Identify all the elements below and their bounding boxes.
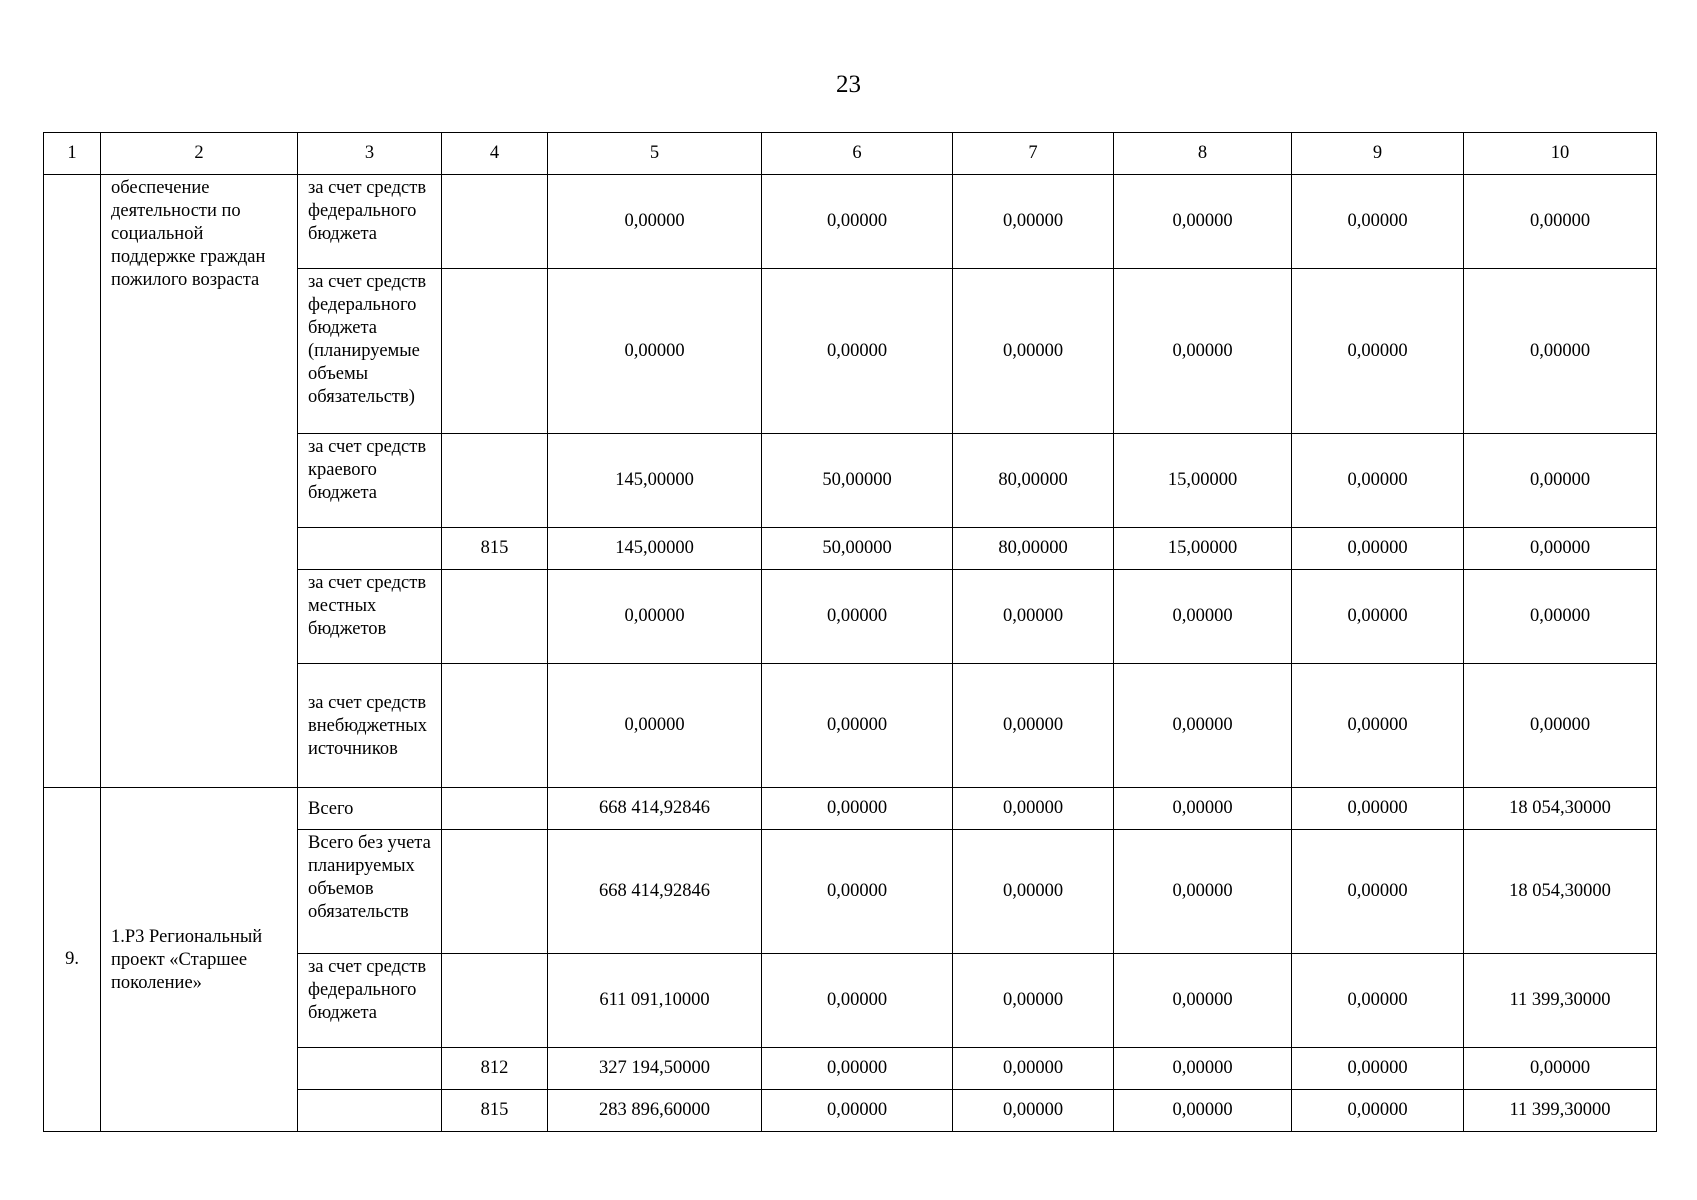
code-cell xyxy=(442,788,548,830)
code-cell xyxy=(442,434,548,528)
value-cell: 327 194,50000 xyxy=(548,1048,762,1090)
header-cell: 4 xyxy=(442,133,548,175)
source-cell xyxy=(298,1048,442,1090)
code-cell xyxy=(442,175,548,269)
code-cell xyxy=(442,830,548,954)
value-cell: 0,00000 xyxy=(1114,175,1292,269)
code-cell xyxy=(442,954,548,1048)
value-cell: 0,00000 xyxy=(762,788,953,830)
row-number-cell xyxy=(44,175,101,788)
value-cell: 80,00000 xyxy=(953,434,1114,528)
source-cell: за счет средств внебюджетных источников xyxy=(298,664,442,788)
value-cell: 50,00000 xyxy=(762,528,953,570)
value-cell: 668 414,92846 xyxy=(548,788,762,830)
value-cell: 0,00000 xyxy=(1464,269,1657,434)
value-cell: 18 054,30000 xyxy=(1464,830,1657,954)
header-cell: 5 xyxy=(548,133,762,175)
value-cell: 15,00000 xyxy=(1114,528,1292,570)
value-cell: 50,00000 xyxy=(762,434,953,528)
source-cell: за счет средств федерального бюджета xyxy=(298,175,442,269)
value-cell: 0,00000 xyxy=(548,175,762,269)
value-cell: 0,00000 xyxy=(953,269,1114,434)
value-cell: 0,00000 xyxy=(762,954,953,1048)
page-number: 23 xyxy=(836,71,861,98)
value-cell: 145,00000 xyxy=(548,434,762,528)
code-cell xyxy=(442,269,548,434)
header-cell: 6 xyxy=(762,133,953,175)
value-cell: 0,00000 xyxy=(1292,664,1464,788)
value-cell: 0,00000 xyxy=(1292,1090,1464,1132)
value-cell: 0,00000 xyxy=(1464,1048,1657,1090)
table-row xyxy=(44,788,1657,830)
source-cell xyxy=(298,528,442,570)
source-cell: за счет средств федерального бюджета (планируемые объемы обязательств) xyxy=(298,269,442,434)
value-cell: 0,00000 xyxy=(548,570,762,664)
value-cell: 0,00000 xyxy=(1292,830,1464,954)
code-cell: 812 xyxy=(442,1048,548,1090)
header-row xyxy=(44,133,1657,175)
value-cell: 0,00000 xyxy=(1464,570,1657,664)
value-cell: 0,00000 xyxy=(953,1090,1114,1132)
source-cell: Всего без учета планируемых объемов обязательств xyxy=(298,830,442,954)
budget-table xyxy=(43,132,1657,1132)
value-cell: 0,00000 xyxy=(762,175,953,269)
value-cell: 0,00000 xyxy=(1114,954,1292,1048)
value-cell: 0,00000 xyxy=(1292,175,1464,269)
value-cell: 0,00000 xyxy=(953,954,1114,1048)
source-cell: за счет средств федерального бюджета xyxy=(298,954,442,1048)
value-cell: 0,00000 xyxy=(1464,664,1657,788)
header-cell: 1 xyxy=(44,133,101,175)
value-cell: 283 896,60000 xyxy=(548,1090,762,1132)
source-cell: Всего xyxy=(298,788,442,830)
value-cell: 0,00000 xyxy=(1114,830,1292,954)
source-cell: за счет средств местных бюджетов xyxy=(298,570,442,664)
value-cell: 0,00000 xyxy=(1292,1048,1464,1090)
value-cell: 145,00000 xyxy=(548,528,762,570)
value-cell: 0,00000 xyxy=(953,175,1114,269)
value-cell: 0,00000 xyxy=(953,664,1114,788)
value-cell: 15,00000 xyxy=(1114,434,1292,528)
activity-name-cell: обеспечение деятельности по социальной поддержке граждан пожилого возраста xyxy=(101,175,298,788)
header-cell: 2 xyxy=(101,133,298,175)
value-cell: 0,00000 xyxy=(1464,434,1657,528)
header-cell: 7 xyxy=(953,133,1114,175)
value-cell: 0,00000 xyxy=(762,664,953,788)
value-cell: 0,00000 xyxy=(1292,788,1464,830)
value-cell: 0,00000 xyxy=(953,830,1114,954)
header-cell: 9 xyxy=(1292,133,1464,175)
value-cell: 0,00000 xyxy=(548,269,762,434)
header-cell: 3 xyxy=(298,133,442,175)
value-cell: 0,00000 xyxy=(1292,434,1464,528)
value-cell: 0,00000 xyxy=(1114,1090,1292,1132)
row-number-cell: 9. xyxy=(44,788,101,1132)
value-cell: 11 399,30000 xyxy=(1464,954,1657,1048)
value-cell: 0,00000 xyxy=(953,788,1114,830)
value-cell: 0,00000 xyxy=(1292,570,1464,664)
table-row xyxy=(44,175,1657,269)
value-cell: 0,00000 xyxy=(953,570,1114,664)
value-cell: 18 054,30000 xyxy=(1464,788,1657,830)
value-cell: 0,00000 xyxy=(1114,788,1292,830)
value-cell: 0,00000 xyxy=(1464,528,1657,570)
value-cell: 0,00000 xyxy=(1114,269,1292,434)
value-cell: 0,00000 xyxy=(1114,570,1292,664)
value-cell: 0,00000 xyxy=(762,1048,953,1090)
value-cell: 668 414,92846 xyxy=(548,830,762,954)
code-cell: 815 xyxy=(442,528,548,570)
value-cell: 611 091,10000 xyxy=(548,954,762,1048)
value-cell: 0,00000 xyxy=(953,1048,1114,1090)
value-cell: 0,00000 xyxy=(1464,175,1657,269)
header-cell: 10 xyxy=(1464,133,1657,175)
value-cell: 0,00000 xyxy=(762,1090,953,1132)
value-cell: 0,00000 xyxy=(762,269,953,434)
value-cell: 0,00000 xyxy=(1292,528,1464,570)
value-cell: 0,00000 xyxy=(548,664,762,788)
header-cell: 8 xyxy=(1114,133,1292,175)
code-cell xyxy=(442,570,548,664)
value-cell: 0,00000 xyxy=(762,570,953,664)
value-cell: 80,00000 xyxy=(953,528,1114,570)
code-cell xyxy=(442,664,548,788)
value-cell: 0,00000 xyxy=(1114,1048,1292,1090)
activity-name-cell: 1.Р3 Региональный проект «Старшее поколение» xyxy=(101,788,298,1132)
value-cell: 0,00000 xyxy=(762,830,953,954)
value-cell: 0,00000 xyxy=(1292,954,1464,1048)
code-cell: 815 xyxy=(442,1090,548,1132)
source-cell: за счет средств краевого бюджета xyxy=(298,434,442,528)
value-cell: 0,00000 xyxy=(1292,269,1464,434)
value-cell: 0,00000 xyxy=(1114,664,1292,788)
source-cell xyxy=(298,1090,442,1132)
value-cell: 11 399,30000 xyxy=(1464,1090,1657,1132)
